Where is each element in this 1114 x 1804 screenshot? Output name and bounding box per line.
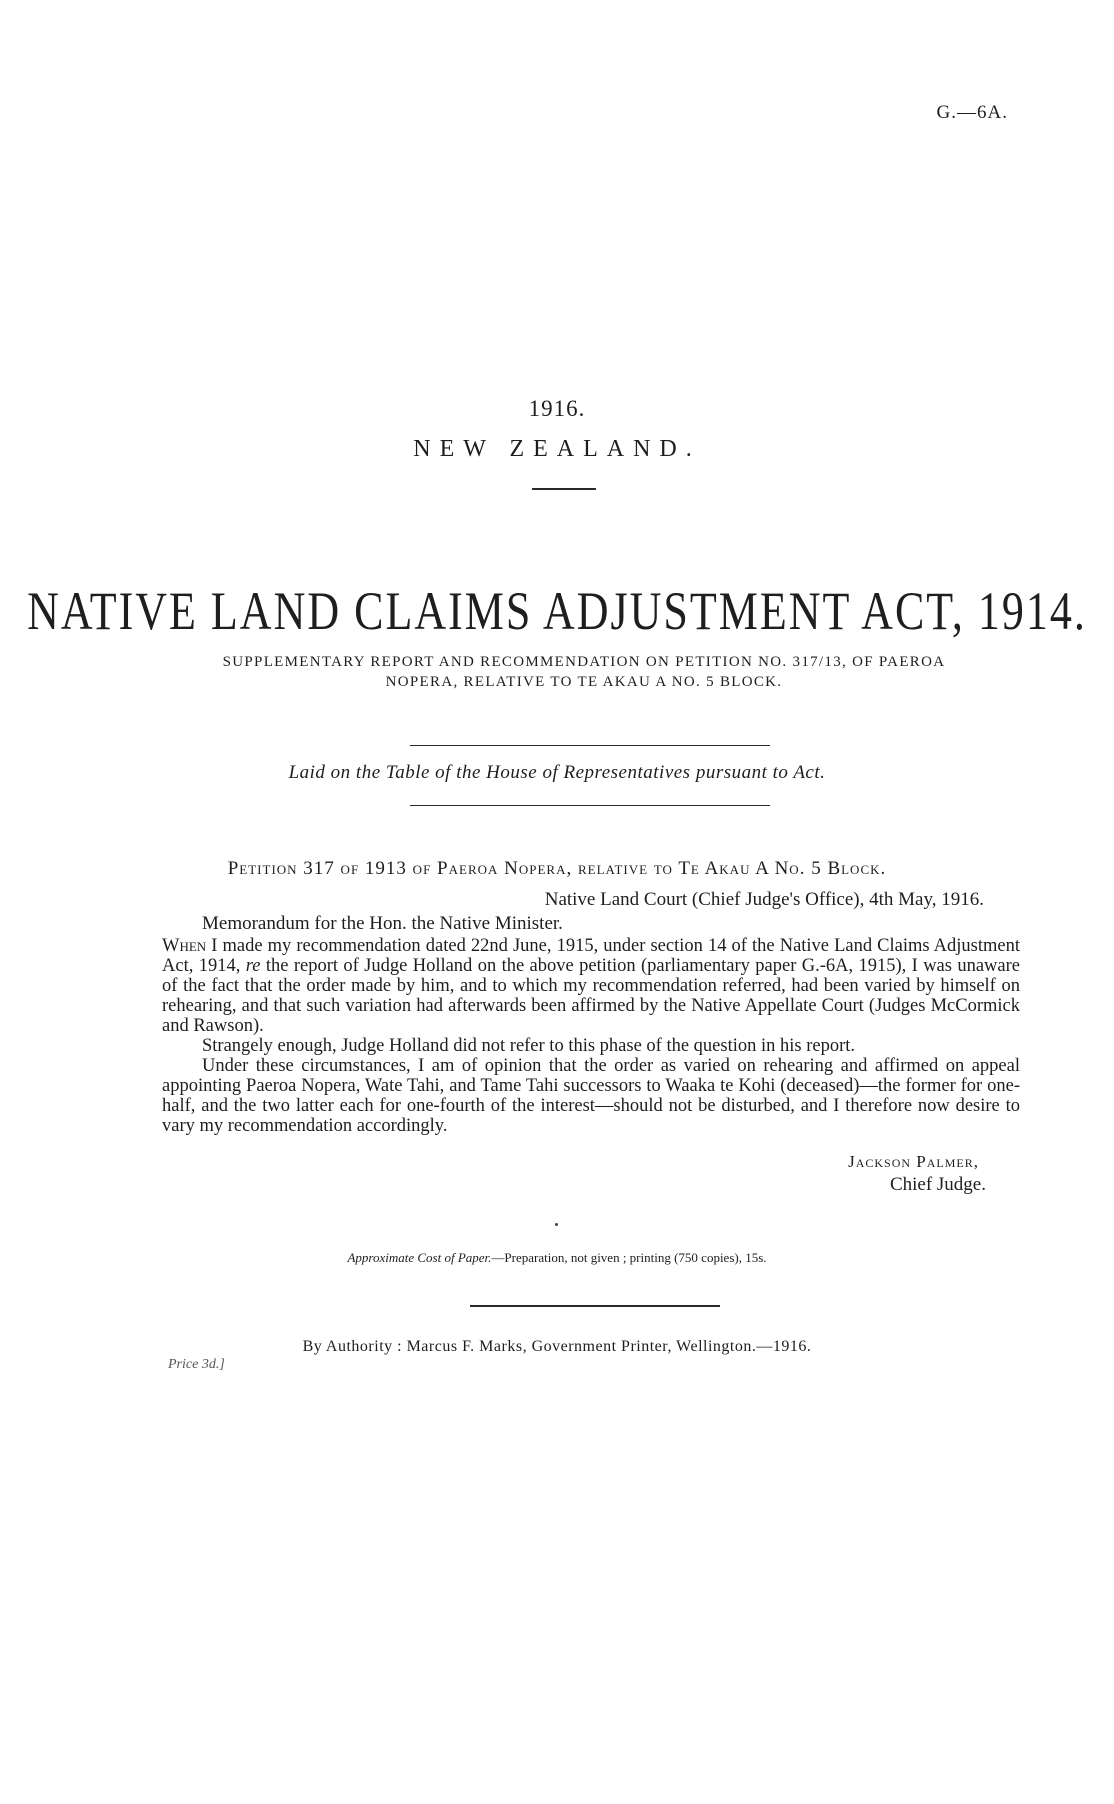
memorandum-line: Memorandum for the Hon. the Native Minister.	[202, 913, 563, 934]
cost-of-paper-note	[0, 1250, 1114, 1266]
footer-divider	[470, 1305, 720, 1307]
title-divider-short	[532, 488, 596, 490]
laid-divider-bottom	[410, 805, 770, 806]
laid-on-table-note: Laid on the Table of the House of Representatives pursuant to Act.	[288, 762, 826, 783]
petition-heading: Petition 317 of 1913 of Paeroa Nopera, relative to Te Akau A No. 5 Block.	[227, 858, 887, 879]
cost-text: —Preparation, not given ; printing (750 copies), 15s.	[491, 1250, 767, 1265]
document-year: 1916.	[528, 396, 586, 421]
signer-title: Chief Judge.	[889, 1174, 986, 1195]
laid-divider-top	[410, 745, 770, 746]
paragraph-1-text-a: I made my recommendation dated 22nd June, 1915, under section 14 of the Native Land Claims Adjustment Act, 1914,	[162, 936, 1020, 976]
subtitle-line-1: SUPPLEMENTARY REPORT AND RECOMMENDATION ON PETITION NO. 317/13, OF PAEROA	[222, 654, 946, 670]
paragraph-3: Under these circumstances, I am of opinion that the order as varied on rehearing and affirmed on appeal appointing Paeroa Nopera, Wate Tahi, and Tame Tahi successors to Waaka te Kohi (deceased)—the former for one-half, and the two latter each for one-fourth of the interest—should not be disturbed, and I therefore now desire to vary my recommendation accordingly.	[162, 1056, 1020, 1136]
court-office-line: Native Land Court (Chief Judge's Office), 4th May, 1916.	[544, 889, 984, 910]
paragraph-1-re: re	[245, 956, 261, 976]
paragraph-1-text-b: the report of Judge Holland on the above petition (parliamentary paper G.-6A, 1915), I was unaware of the fact that the order made by him, and to which my recommendation referred, had been varied by himself on rehearing, and that such variation had afterwards been affirmed by the Native Appellate Court (Judges McCormick and Rawson).	[162, 956, 1020, 1036]
price-note: Price 3d.]	[168, 1357, 225, 1372]
subtitle-line-2: NOPERA, RELATIVE TO TE AKAU A NO. 5 BLOCK.	[385, 674, 783, 690]
cost-label: Approximate Cost of Paper.	[347, 1250, 492, 1265]
signer-name: Jackson Palmer,	[848, 1152, 979, 1171]
printer-authority-line: By Authority : Marcus F. Marks, Government Printer, Wellington.—1916.	[302, 1338, 812, 1355]
paragraph-2: Strangely enough, Judge Holland did not refer to this phase of the question in his report.	[202, 1036, 856, 1056]
separator-dot	[555, 1223, 558, 1226]
country-heading: NEW ZEALAND.	[413, 436, 701, 462]
act-title: NATIVE LAND CLAIMS ADJUSTMENT ACT, 1914.	[27, 581, 1087, 641]
paragraph-1-lead: When	[162, 936, 207, 956]
memorandum-body	[162, 936, 1020, 1136]
page-reference: G.—6A.	[936, 102, 1008, 123]
paragraph-1	[162, 936, 1020, 1036]
report-subtitle	[150, 652, 1018, 692]
